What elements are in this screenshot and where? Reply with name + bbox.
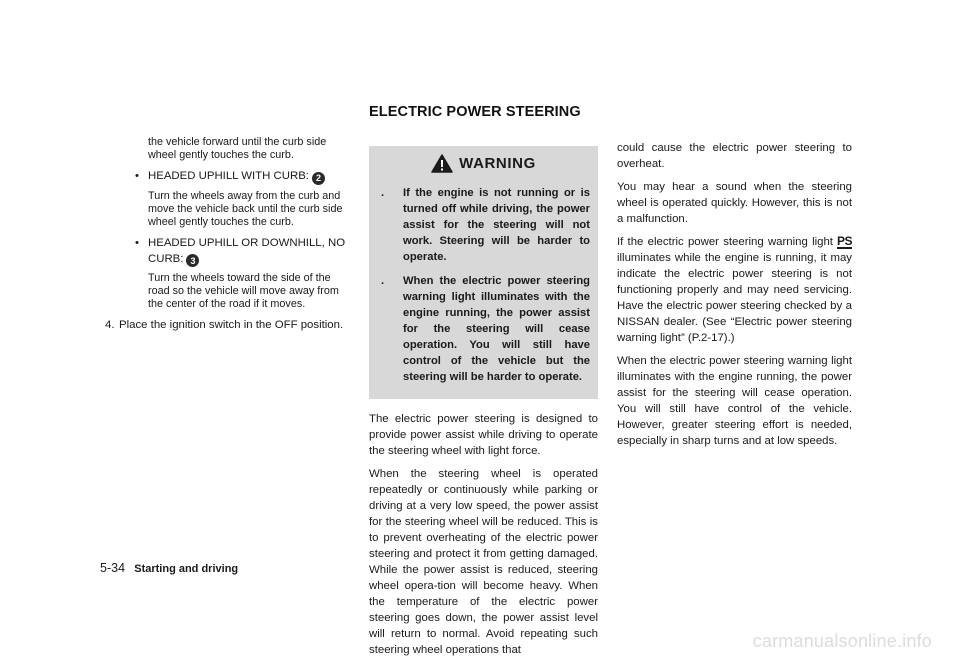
chapter-title: Starting and driving: [134, 563, 239, 575]
paragraph: When the steering wheel is operated repeatedly or continuously while parking or driving at a very low speed, the power assist for the steering wheel will be reduced. This is to prevent overheating of the electric power steering and protect it from getting damaged. While the power assist is reduced, steering wheel opera-tion will become heavy. When the temperature of the electric power steering goes down, the power assist level will return to normal. Avoid repeating such steering wheel operations that: [369, 468, 598, 656]
bullet-label: HEADED UPHILL OR DOWNHILL, NO CURB:: [148, 236, 346, 265]
bullet-text: Turn the wheels away from the curb and move the vehicle back until the curb side wheel gently touches the curb.: [148, 189, 343, 228]
warning-item: . When the electric power steering warning light illuminates with the engine running, the power assist for the steering will cease operation. You will still have control of the vehicle but the steering will be harder to operate.: [377, 273, 590, 385]
paragraph: You may hear a sound when the steering wheel is operated quickly. However, this is not a malfunction.: [617, 181, 852, 225]
callout-2-icon: 2: [312, 172, 325, 185]
column-left: [105, 136, 348, 333]
bullet-dot-icon: .: [381, 275, 385, 287]
section-title: ELECTRIC POWER STEERING: [369, 104, 581, 120]
warning-header: [377, 154, 590, 173]
step-4: [105, 317, 348, 333]
bullet-dot-icon: •: [135, 170, 139, 182]
paragraph: could cause the electric power steering to overheat.: [617, 142, 852, 170]
page-number: 5-34: [100, 561, 126, 575]
continued-text: the vehicle forward until the curb side wheel gently touches the curb.: [148, 136, 327, 161]
watermark: carmanualsonline.info: [752, 631, 932, 651]
bullet-dot-icon: •: [135, 236, 139, 249]
power-steering-warning-icon: PS: [836, 234, 852, 248]
bullet-no-curb: [105, 235, 348, 268]
paragraph: The electric power steering is designed to provide power assist while driving to operate the steering wheel with light force.: [369, 413, 598, 457]
step-text: Place the ignition switch in the OFF position.: [119, 319, 344, 331]
bullet-dot-icon: .: [381, 187, 385, 199]
warning-item: . If the engine is not running or is turned off while driving, the power assist for the steering will not work. Steering will be harder to operate.: [377, 185, 590, 265]
paragraph-with-icon: If the electric power steering warning light PS illuminates while the engine is running, it may indicate the electric power steering is not functioning properly and may need servicing. Have the electric power steering checked by a NISSAN dealer. (See “Electric power steering warning light” (P.2-17).): [617, 234, 852, 344]
step-number: 4.: [105, 319, 115, 331]
bullet-label: HEADED UPHILL WITH CURB:: [148, 170, 309, 182]
callout-3-icon: 3: [186, 254, 199, 267]
page-footer: [100, 561, 238, 575]
bullet-text: Turn the wheels toward the side of the road so the vehicle will move away from the center of the road if it moves.: [148, 272, 339, 310]
warning-triangle-icon: [431, 154, 453, 173]
paragraph: When the electric power steering warning light illuminates with the engine running, the power assist for the steering will cease operation. You will still have control of the vehicle. However, greater steering effort is needed, especially in sharp turns and at low speeds.: [617, 355, 852, 447]
bullet-uphill-curb: [105, 168, 348, 185]
column-middle: [369, 146, 598, 665]
column-right: [617, 140, 852, 456]
warning-box: [369, 146, 598, 399]
warning-title: WARNING: [459, 154, 536, 172]
